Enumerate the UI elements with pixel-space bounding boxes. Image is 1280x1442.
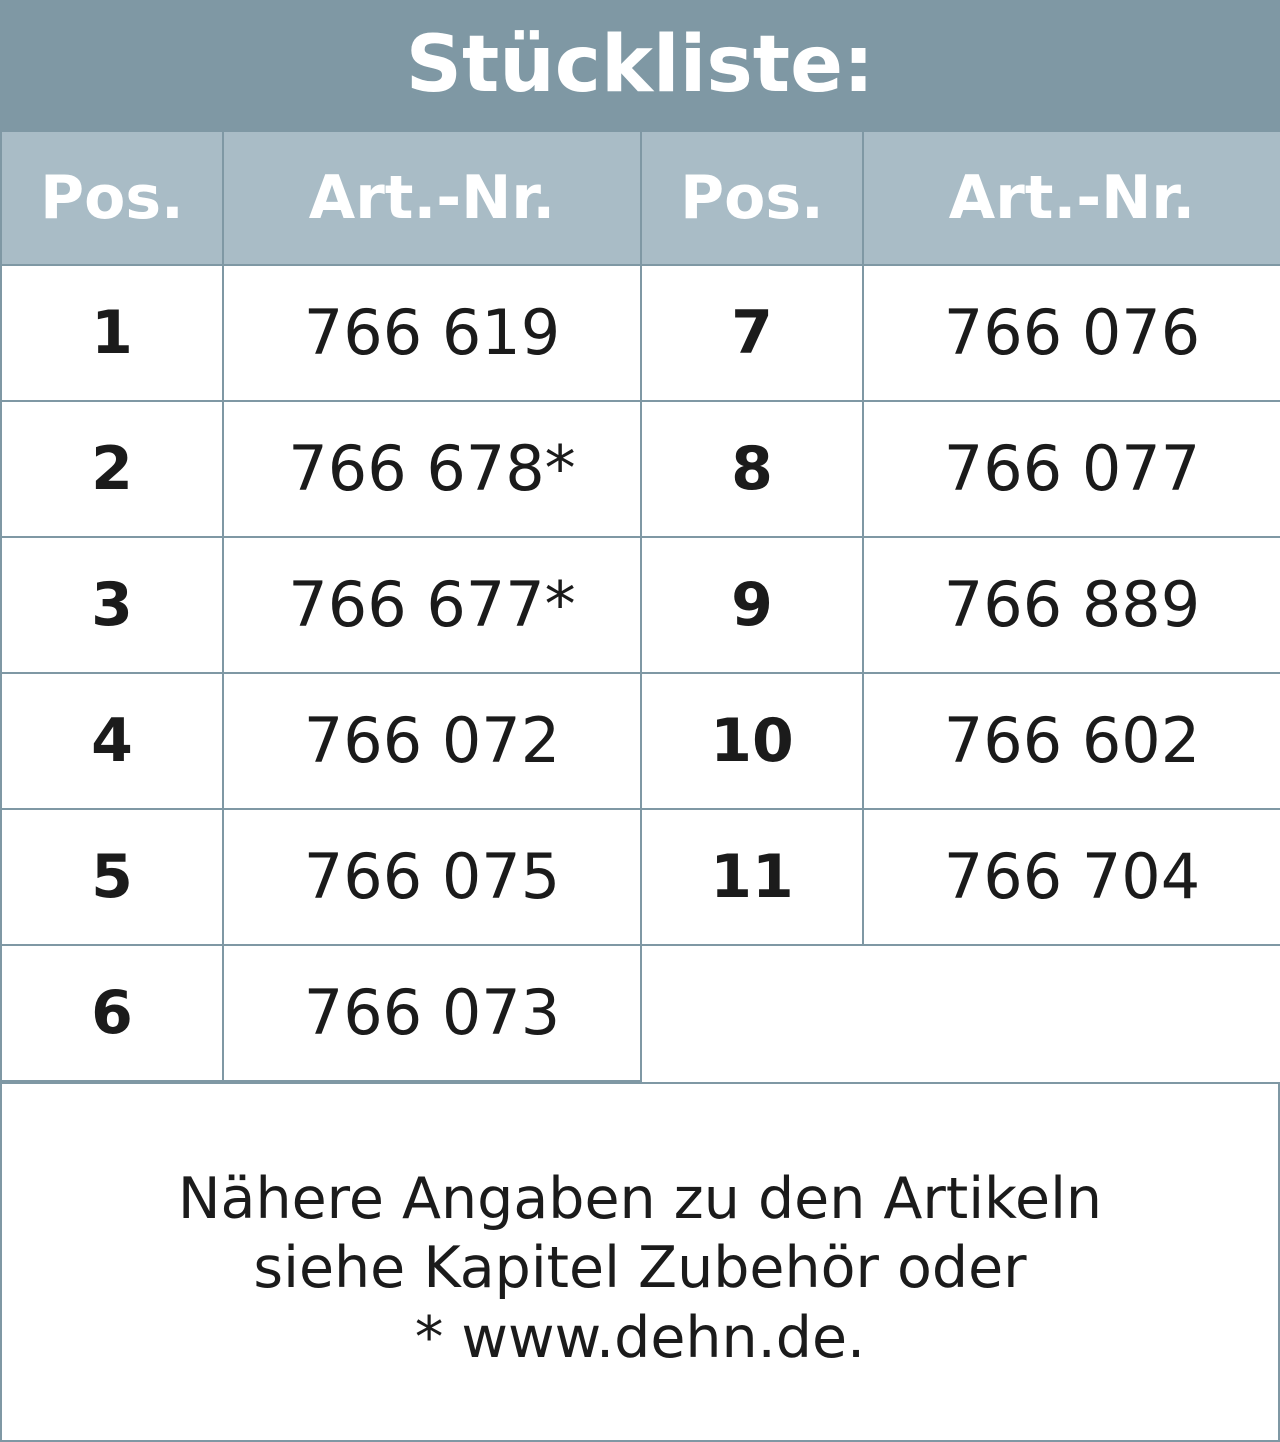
- cell-art-left: 766 073: [223, 945, 641, 1081]
- table-row: [1, 673, 1280, 809]
- cell-pos-right: 10: [641, 673, 863, 809]
- cell-art-right: 766 076: [863, 265, 1280, 401]
- column-header-art-right: Art.-Nr.: [863, 131, 1280, 265]
- cell-art-right: 766 889: [863, 537, 1280, 673]
- cell-pos-right: 7: [641, 265, 863, 401]
- cell-art-right: 766 077: [863, 401, 1280, 537]
- table-row: [1, 809, 1280, 945]
- cell-art-right: 766 602: [863, 673, 1280, 809]
- cell-art-right: 766 704: [863, 809, 1280, 945]
- footer-note: [0, 1082, 1280, 1442]
- column-header-pos-left: Pos.: [1, 131, 223, 265]
- cell-pos-left: 6: [1, 945, 223, 1081]
- table-row: [1, 265, 1280, 401]
- cell-pos-right: 9: [641, 537, 863, 673]
- page-title: Stückliste:: [405, 20, 875, 110]
- cell-art-left: 766 072: [223, 673, 641, 809]
- column-header-pos-right: Pos.: [641, 131, 863, 265]
- cell-pos-left: 1: [1, 265, 223, 401]
- footer-note-line-2: siehe Kapitel Zubehör oder: [253, 1235, 1027, 1302]
- cell-art-right-empty: [863, 945, 1280, 1081]
- cell-art-left: 766 677*: [223, 537, 641, 673]
- cell-pos-left: 2: [1, 401, 223, 537]
- table-row: [1, 537, 1280, 673]
- cell-art-left: 766 678*: [223, 401, 641, 537]
- cell-pos-right: 8: [641, 401, 863, 537]
- cell-pos-right: 11: [641, 809, 863, 945]
- table-row: [1, 401, 1280, 537]
- table-header-row: [1, 131, 1280, 265]
- cell-pos-left: 3: [1, 537, 223, 673]
- cell-art-left: 766 619: [223, 265, 641, 401]
- footer-note-line-3: * www.dehn.de.: [414, 1304, 866, 1371]
- cell-pos-left: 4: [1, 673, 223, 809]
- parts-table: [0, 130, 1280, 1082]
- footer-note-line-1: Nähere Angaben zu den Artikeln: [177, 1165, 1103, 1232]
- title-bar: [0, 0, 1280, 130]
- cell-art-left: 766 075: [223, 809, 641, 945]
- cell-pos-right-empty: [641, 945, 863, 1081]
- column-header-art-left: Art.-Nr.: [223, 131, 641, 265]
- table-row: [1, 945, 1280, 1081]
- cell-pos-left: 5: [1, 809, 223, 945]
